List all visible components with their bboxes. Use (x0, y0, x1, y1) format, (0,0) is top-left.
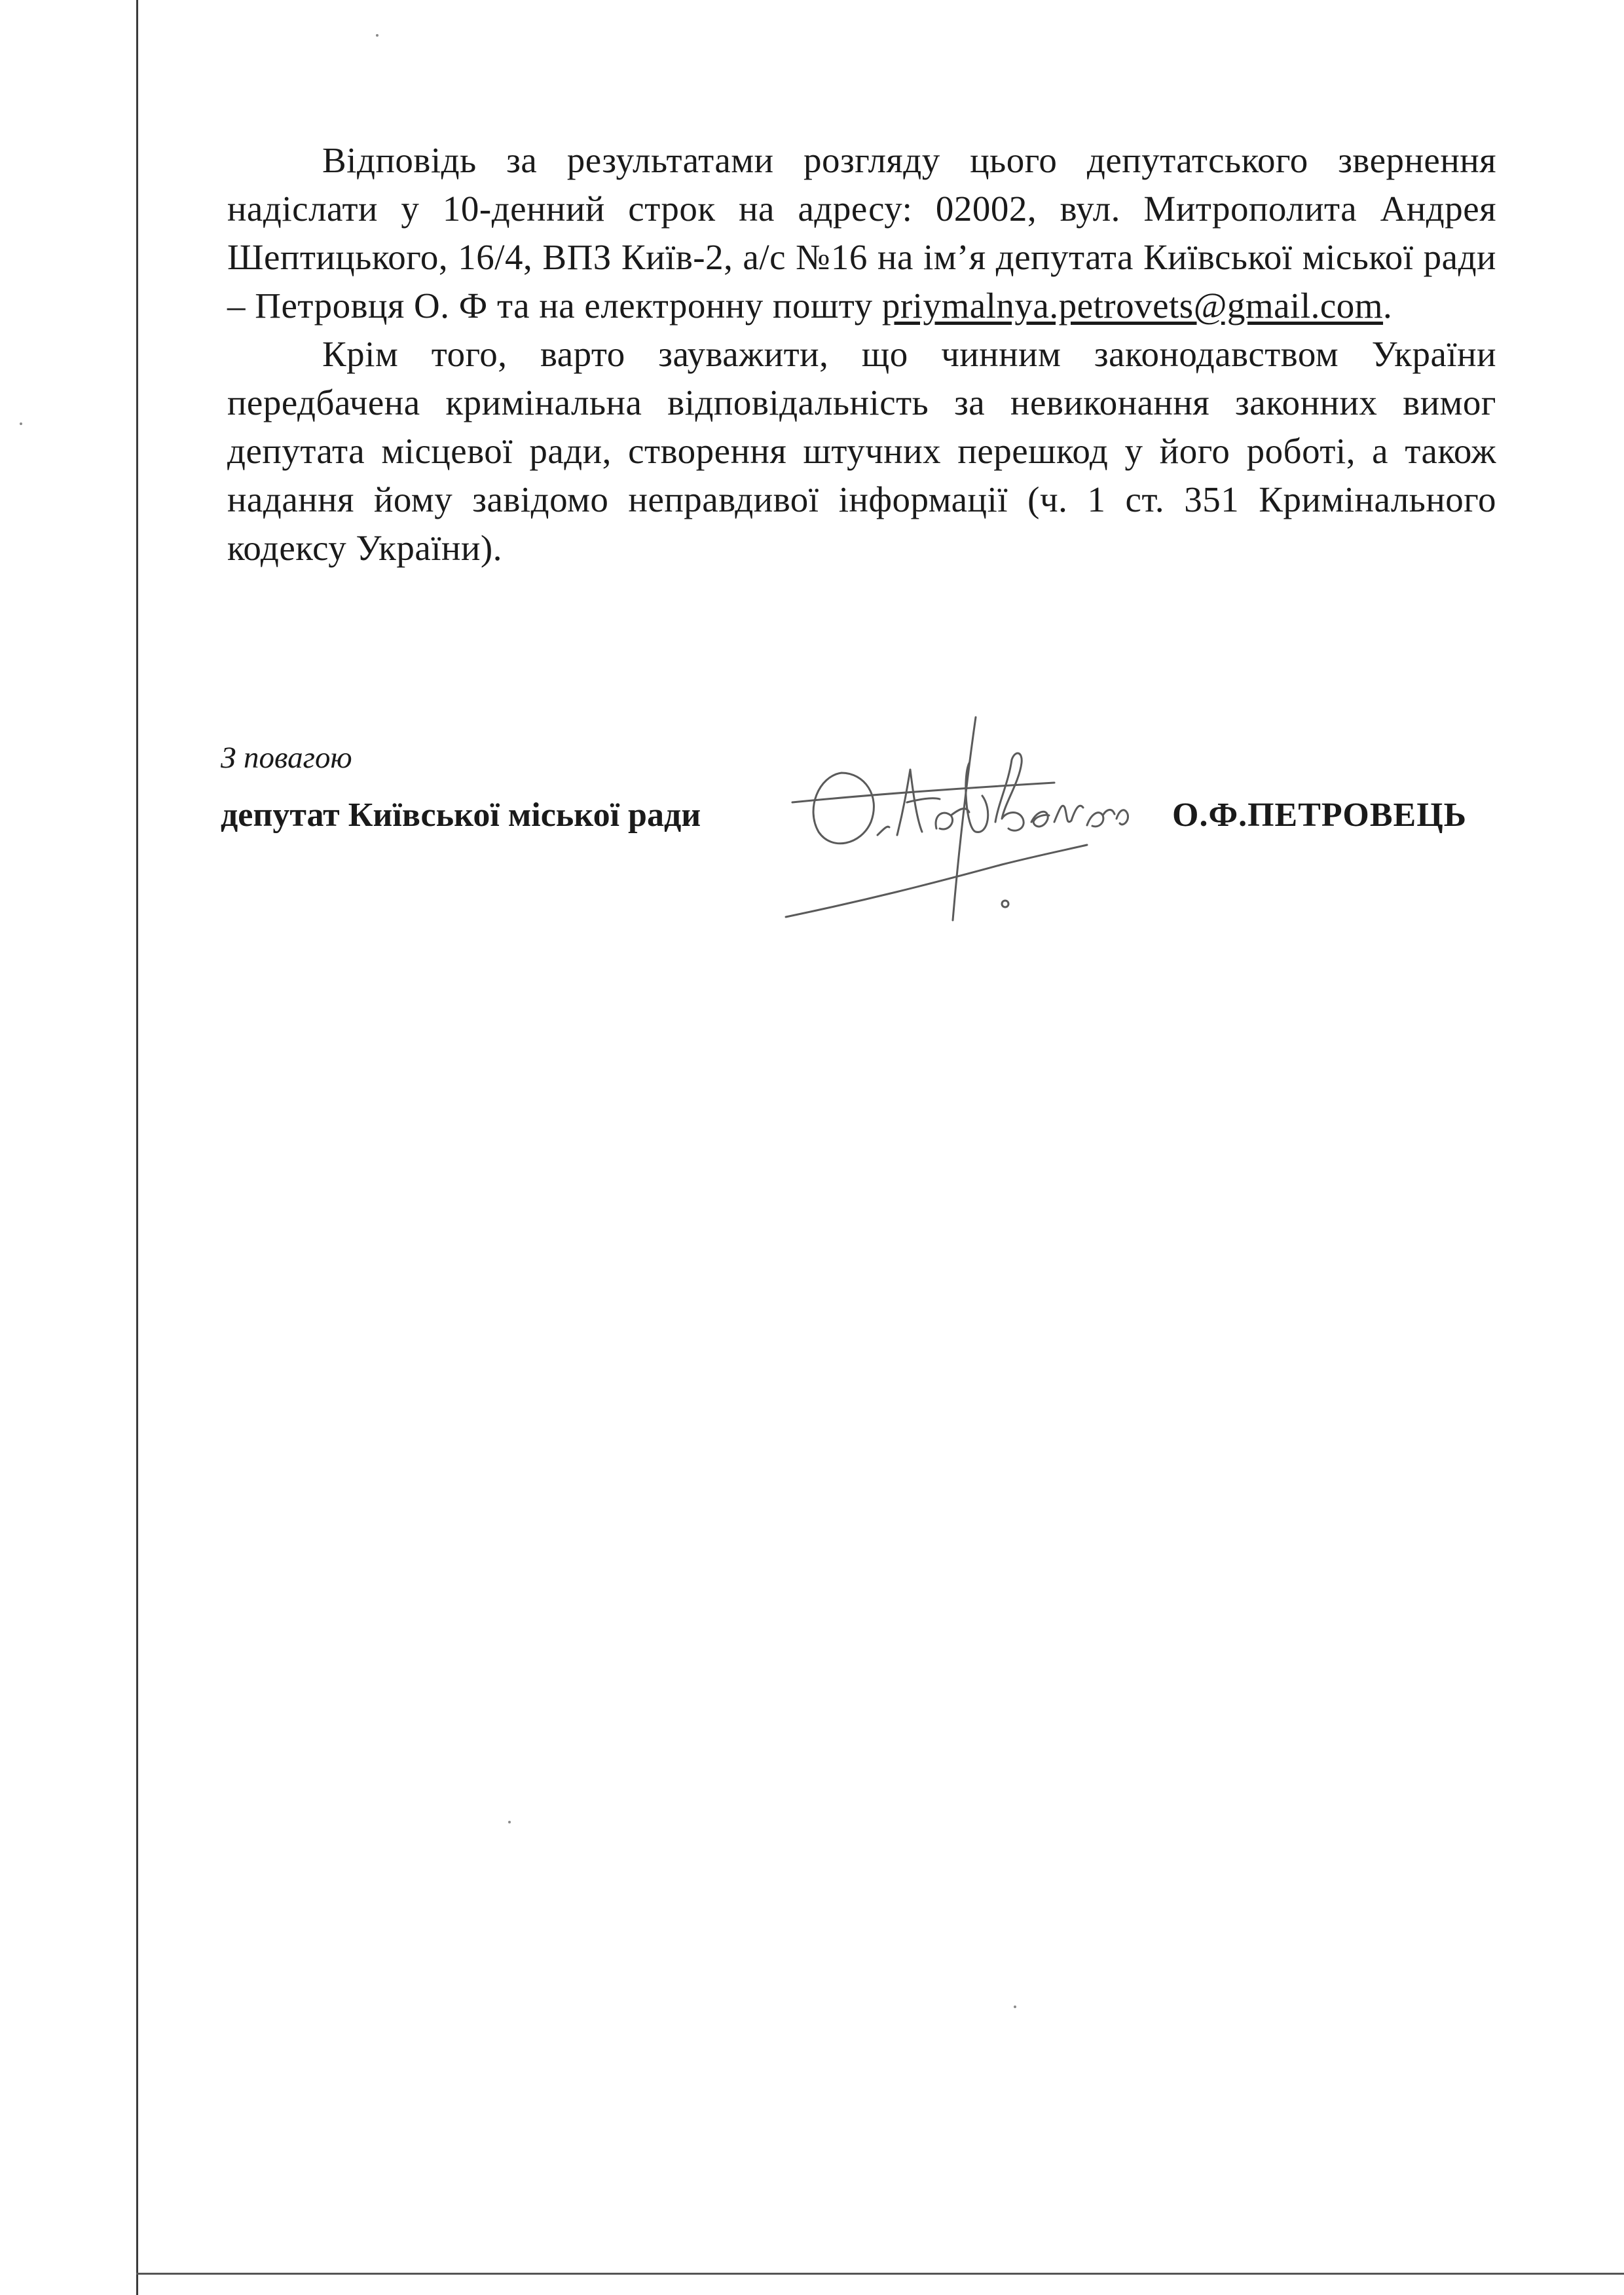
letter-body (227, 136, 1496, 572)
paragraph-reply-end: . (1383, 286, 1393, 326)
signer-title: депутат Київської міської ради (221, 796, 701, 834)
paragraph-reply-text: Відповідь за результатами розгляду цього депутатського звернення надіслати у 10-денний строк на адресу: 02002, вул. Митрополита Андрея Шептицького, 16/4, ВПЗ Київ-2, а/с №16 на ім’я депутата Київської міської ради – Петровця О. Ф та на електронну пошту (227, 140, 1496, 326)
paragraph-legal-notice: Крім того, варто зауважити, що чинним законодавством України передбачена кримінальна відповідальність за невиконання законних вимог депутата місцевої ради, створення штучних перешкод у його роботі, а також надання йому завідомо неправдивої інформації (ч. 1 ст. 351 Кримінального кодексу України). (227, 334, 1496, 568)
scan-speck (376, 34, 378, 37)
handwritten-signature (779, 711, 1146, 946)
scan-edge-left (136, 0, 138, 2295)
scan-speck (1014, 2006, 1016, 2008)
scan-speck (20, 422, 22, 425)
signer-name: О.Ф.ПЕТРОВЕЦЬ (1172, 796, 1467, 834)
scan-speck (508, 1821, 511, 1823)
paragraph-reply-address (227, 136, 1496, 330)
closing-phrase: З повагою (221, 741, 352, 775)
email-address[interactable]: priymalnya.petrovets@gmail.com (881, 286, 1384, 326)
scan-edge-bottom (136, 2273, 1624, 2275)
